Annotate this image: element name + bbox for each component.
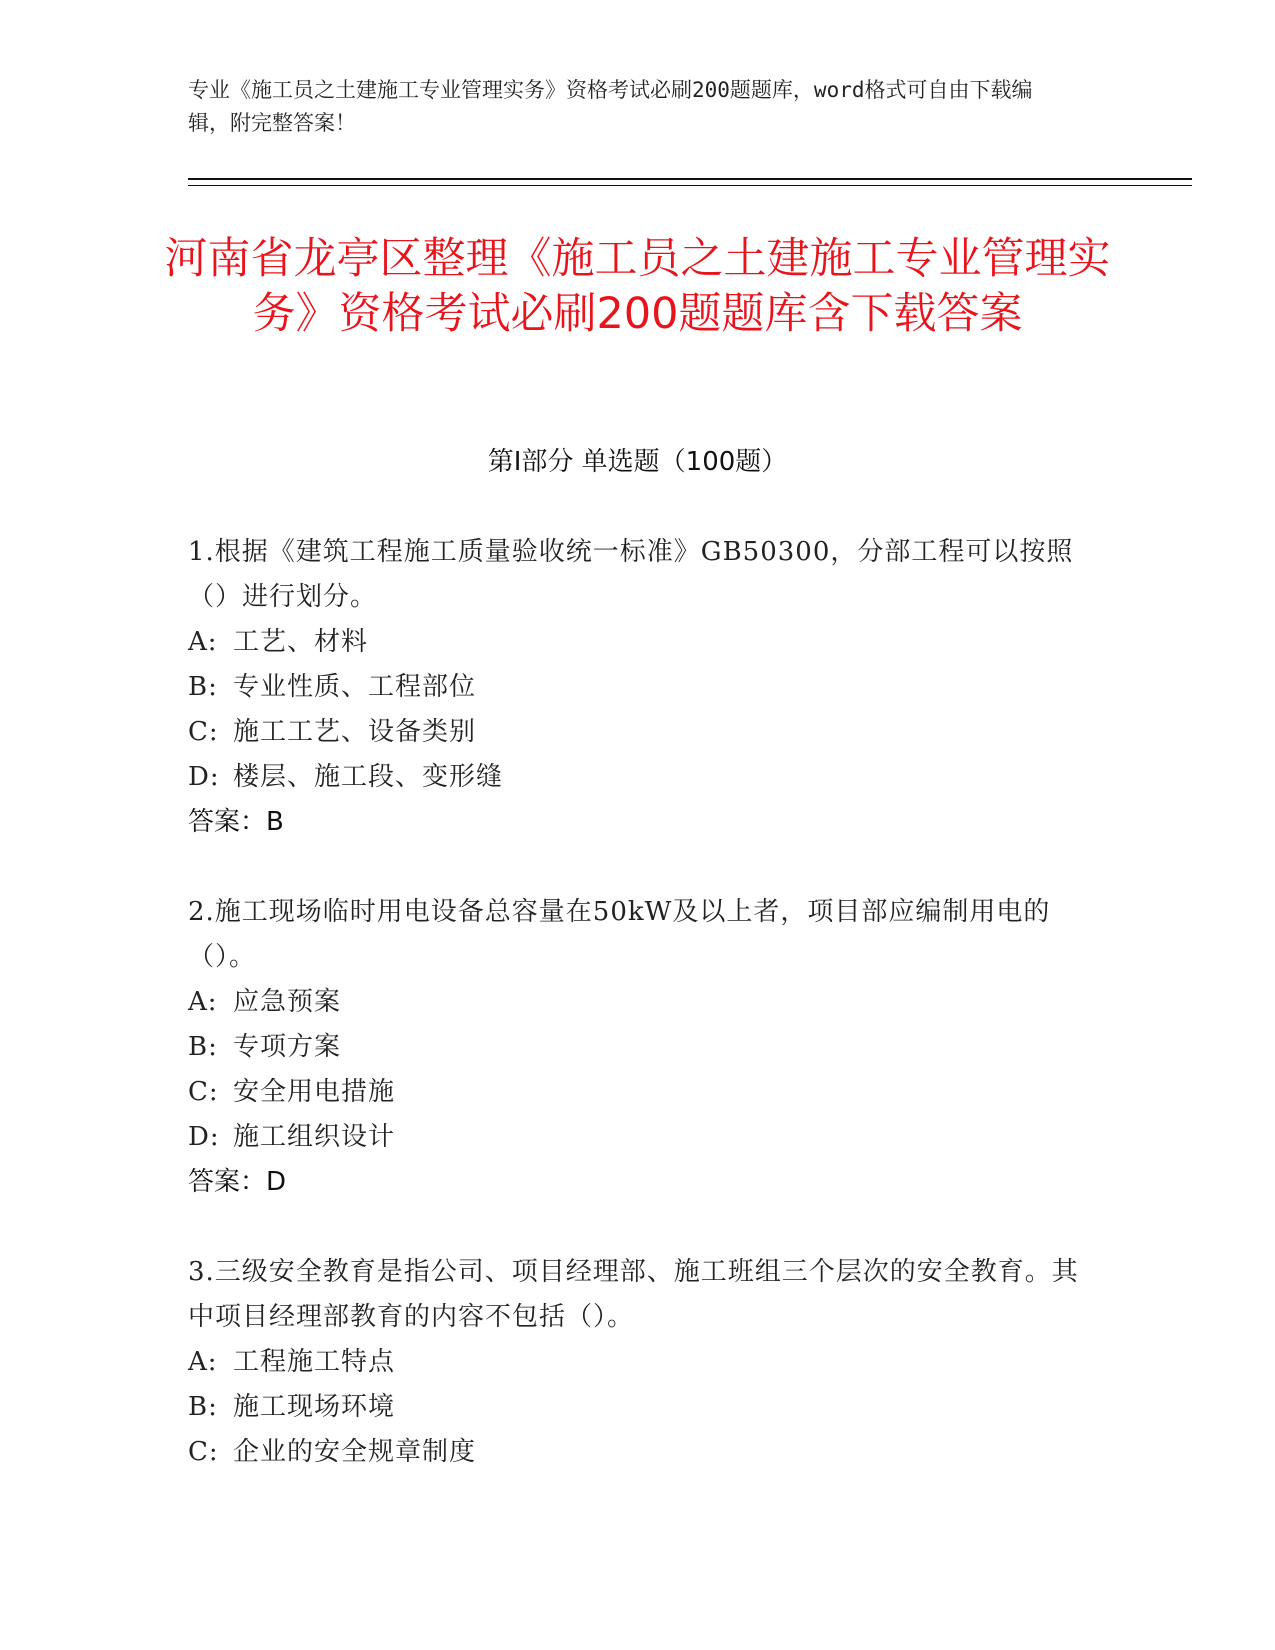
option-text: 专业性质、工程部位 [233, 672, 477, 702]
option-letter: B: [188, 1392, 218, 1422]
option-text: 施工组织设计 [233, 1122, 396, 1152]
option-c [188, 710, 1088, 755]
option-text: 安全用电措施 [233, 1077, 396, 1107]
question-2 [188, 890, 1088, 1205]
option-text: 工艺、材料 [233, 627, 369, 657]
header-rule-thin [188, 185, 1192, 186]
option-letter: C: [188, 1437, 219, 1467]
section-title: 第I部分 单选题（100题） [487, 447, 788, 477]
option-letter: C: [188, 717, 219, 747]
option-letter: B: [188, 1032, 218, 1062]
header-rule-thick [188, 178, 1192, 180]
option-text: 工程施工特点 [233, 1347, 396, 1377]
option-text: 企业的安全规章制度 [233, 1437, 477, 1467]
option-letter: B: [188, 672, 218, 702]
option-d [188, 1115, 1088, 1160]
option-b [188, 1385, 1088, 1430]
option-letter: A: [188, 987, 218, 1017]
option-a [188, 1340, 1088, 1385]
question-3 [188, 1250, 1088, 1475]
option-letter: D: [188, 1122, 220, 1152]
question-stem: 3.三级安全教育是指公司、项目经理部、施工班组三个层次的安全教育。其中项目经理部教育的内容不包括（）。 [188, 1257, 1079, 1332]
answer-line: 答案：D [188, 1167, 287, 1197]
option-c [188, 1070, 1088, 1115]
option-text: 楼层、施工段、变形缝 [233, 762, 504, 792]
option-text: 应急预案 [233, 987, 342, 1017]
question-1 [188, 530, 1088, 845]
option-letter: A: [188, 1347, 218, 1377]
option-b [188, 665, 1088, 710]
option-c [188, 1430, 1088, 1475]
question-list [188, 530, 1088, 1520]
option-d [188, 755, 1088, 800]
option-a [188, 620, 1088, 665]
option-letter: A: [188, 627, 218, 657]
answer-line: 答案：B [188, 807, 284, 837]
option-text: 施工现场环境 [233, 1392, 396, 1422]
question-stem: 1.根据《建筑工程施工质量验收统一标准》GB50300，分部工程可以按照（）进行划分。 [188, 537, 1074, 612]
option-a [188, 980, 1088, 1025]
document-title: 河南省龙亭区整理《施工员之土建施工专业管理实务》资格考试必刷200题题库含下载答案 [164, 234, 1111, 339]
option-text: 施工工艺、设备类别 [233, 717, 477, 747]
option-letter: D: [188, 762, 220, 792]
option-text: 专项方案 [233, 1032, 342, 1062]
question-stem: 2.施工现场临时用电设备总容量在50kW及以上者，项目部应编制用电的（）。 [188, 897, 1051, 972]
option-b [188, 1025, 1088, 1070]
option-letter: C: [188, 1077, 219, 1107]
header-note: 专业《施工员之土建施工专业管理实务》资格考试必刷200题题库，word格式可自由下载编辑，附完整答案！ [188, 78, 1033, 135]
